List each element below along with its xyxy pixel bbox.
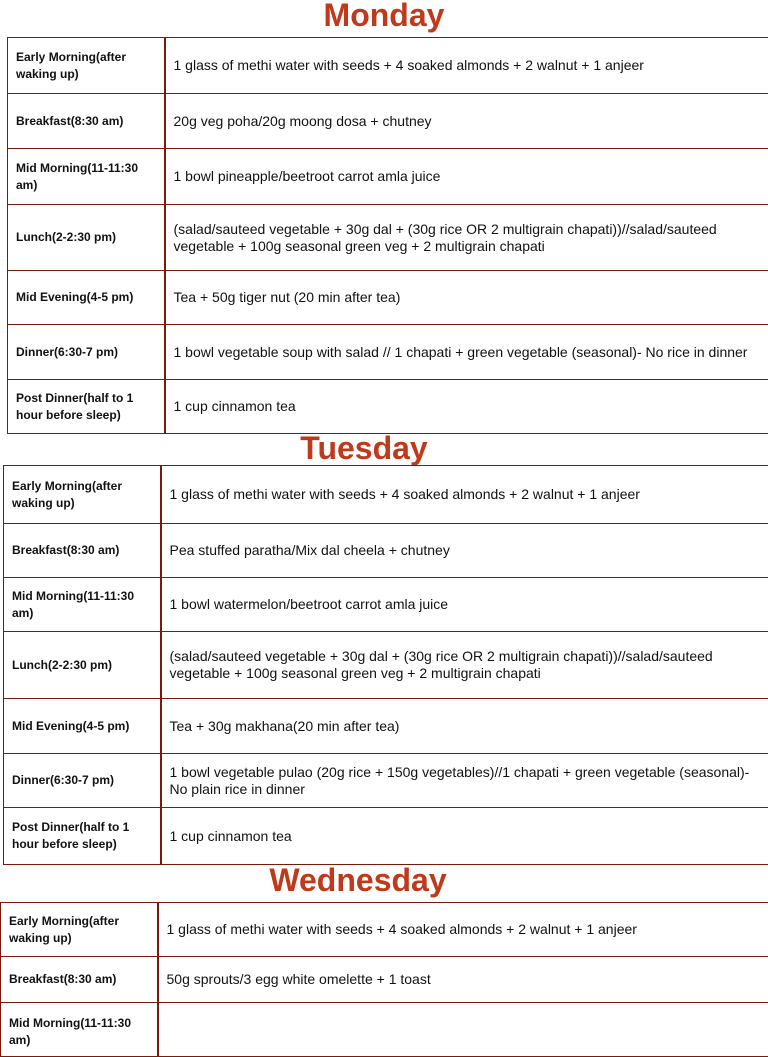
meal-description: Tea + 30g makhana(20 min after tea) bbox=[161, 699, 768, 754]
meal-description: 1 glass of methi water with seeds + 4 soaked almonds + 2 walnut + 1 anjeer bbox=[158, 903, 768, 957]
table-row bbox=[8, 271, 768, 325]
meal-description: (salad/sauteed vegetable + 30g dal + (30g rice OR 2 multigrain chapati))//salad/sauteed vegetable + 100g seasonal green veg + 2 multigrain chapati bbox=[161, 632, 768, 699]
table-row bbox=[1, 903, 768, 957]
meal-table-monday bbox=[7, 37, 768, 434]
meal-time: Early Morning(after waking up) bbox=[4, 466, 161, 524]
meal-time: Lunch(2-2:30 pm) bbox=[4, 632, 161, 699]
meal-time: Mid Evening(4-5 pm) bbox=[4, 699, 161, 754]
day-title-tuesday: Tuesday bbox=[0, 431, 748, 465]
meal-description: 1 bowl watermelon/beetroot carrot amla juice bbox=[161, 578, 768, 632]
table-row bbox=[4, 699, 768, 754]
meal-time: Mid Morning(11-11:30 am) bbox=[1, 1003, 158, 1057]
table-row bbox=[8, 205, 768, 271]
meal-time: Early Morning(after waking up) bbox=[1, 903, 158, 957]
meal-description: 50g sprouts/3 egg white omelette + 1 toast bbox=[158, 957, 768, 1003]
table-row bbox=[1, 957, 768, 1003]
table-row bbox=[4, 524, 768, 578]
meal-time: Breakfast(8:30 am) bbox=[4, 524, 161, 578]
meal-table-tuesday bbox=[3, 465, 768, 865]
meal-description: Tea + 50g tiger nut (20 min after tea) bbox=[165, 271, 768, 325]
table-row bbox=[8, 325, 768, 380]
table-row bbox=[4, 578, 768, 632]
table-row bbox=[8, 94, 768, 149]
meal-time: Mid Morning(11-11:30 am) bbox=[8, 149, 165, 205]
table-row bbox=[1, 1003, 768, 1057]
meal-time: Dinner(6:30-7 pm) bbox=[4, 754, 161, 808]
meal-table-wednesday bbox=[0, 902, 768, 1057]
meal-description: 1 glass of methi water with seeds + 4 soaked almonds + 2 walnut + 1 anjeer bbox=[161, 466, 768, 524]
meal-time: Dinner(6:30-7 pm) bbox=[8, 325, 165, 380]
meal-description: 1 bowl pineapple/beetroot carrot amla juice bbox=[165, 149, 768, 205]
table-row bbox=[4, 632, 768, 699]
meal-description: Pea stuffed paratha/Mix dal cheela + chutney bbox=[161, 524, 768, 578]
meal-description bbox=[158, 1003, 768, 1057]
meal-description: 1 cup cinnamon tea bbox=[161, 808, 768, 865]
meal-description: 1 glass of methi water with seeds + 4 soaked almonds + 2 walnut + 1 anjeer bbox=[165, 38, 768, 94]
table-row bbox=[8, 149, 768, 205]
meal-time: Lunch(2-2:30 pm) bbox=[8, 205, 165, 271]
table-row bbox=[8, 38, 768, 94]
meal-time: Early Morning(after waking up) bbox=[8, 38, 165, 94]
table-row bbox=[4, 754, 768, 808]
day-title-monday: Monday bbox=[0, 0, 768, 32]
meal-description: 1 bowl vegetable pulao (20g rice + 150g vegetables)//1 chapati + green vegetable (seasonal)- No plain rice in dinner bbox=[161, 754, 768, 808]
table-row bbox=[8, 380, 768, 434]
day-title-wednesday: Wednesday bbox=[0, 863, 742, 897]
meal-time: Post Dinner(half to 1 hour before sleep) bbox=[4, 808, 161, 865]
meal-time: Mid Morning(11-11:30 am) bbox=[4, 578, 161, 632]
meal-time: Mid Evening(4-5 pm) bbox=[8, 271, 165, 325]
meal-description: (salad/sauteed vegetable + 30g dal + (30g rice OR 2 multigrain chapati))//salad/sauteed vegetable + 100g seasonal green veg + 2 multigrain chapati bbox=[165, 205, 768, 271]
meal-time: Breakfast(8:30 am) bbox=[1, 957, 158, 1003]
meal-description: 20g veg poha/20g moong dosa + chutney bbox=[165, 94, 768, 149]
table-row bbox=[4, 466, 768, 524]
meal-time: Breakfast(8:30 am) bbox=[8, 94, 165, 149]
meal-time: Post Dinner(half to 1 hour before sleep) bbox=[8, 380, 165, 434]
meal-description: 1 cup cinnamon tea bbox=[165, 380, 768, 434]
table-row bbox=[4, 808, 768, 865]
meal-description: 1 bowl vegetable soup with salad // 1 chapati + green vegetable (seasonal)- No rice in dinner bbox=[165, 325, 768, 380]
